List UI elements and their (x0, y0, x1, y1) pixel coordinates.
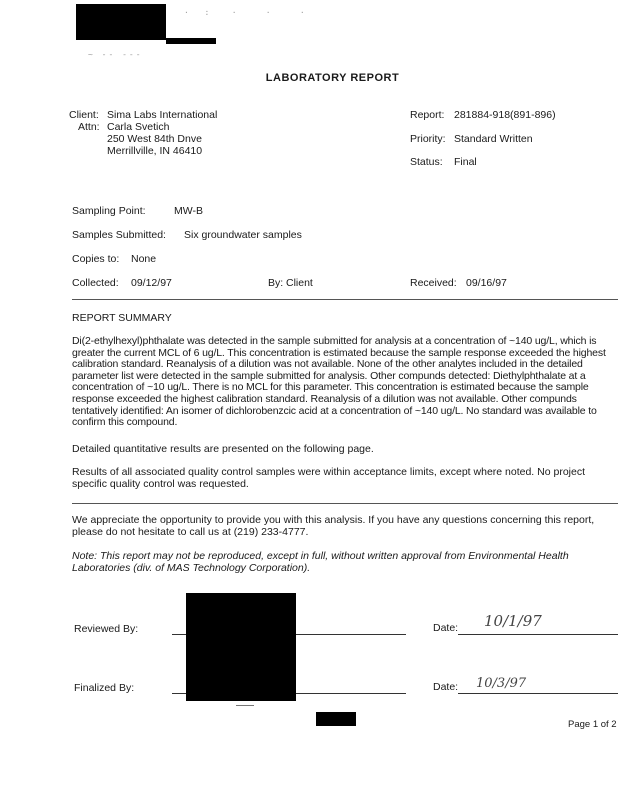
date-label-reviewed: Date: (433, 622, 459, 634)
report-label: Report: (410, 109, 445, 121)
client-label: Client: (69, 109, 99, 121)
date-handwritten-reviewed: 10/1/97 (484, 612, 542, 630)
address-line-1: 250 West 84th Dnve (107, 133, 202, 145)
letterhead-specks: · : · · · (184, 8, 307, 17)
redacted-logo-block (76, 4, 166, 40)
report-number: 281884-918(891-896) (454, 109, 556, 121)
by-value: Client (286, 277, 313, 289)
summary-paragraph-3: Results of all associated quality control samples were within acceptance limits, except where noted. No project specific quality control was requested. (72, 467, 585, 490)
report-title: LABORATORY REPORT (265, 72, 400, 84)
date-handwritten-finalized: 10/3/97 (476, 676, 527, 691)
collected-value: 09/12/97 (131, 277, 172, 289)
divider-top (72, 299, 618, 300)
attn-label: Attn: (78, 121, 100, 133)
received-value: 09/16/97 (466, 277, 507, 289)
finalized-by-label: Finalized By: (74, 682, 135, 694)
date-line-reviewed (458, 634, 618, 635)
attn-name: Carla Svetich (107, 121, 170, 133)
signature-stroke (236, 705, 254, 706)
address-line-2: Merrillville, IN 46410 (107, 145, 203, 157)
priority-value: Standard Written (454, 133, 533, 145)
summary-paragraph-2: Detailed quantitative results are presented on the following page. (72, 444, 374, 455)
summary-paragraph-1: Di(2-ethylhexyl)phthalate was detected in the sample submitted for analysis at a concentration of ~140 ug/L, which is greater the current MCL of 6 ug/L. This concentration is estimated because the sample response exceeded the highest calibration standard. Reanalysis of a dilution was not available. None of the other analytes included in the detailed parameter list were detected in the sample submitted for analysis. Other compunds detected: Diethylphthalate at a concentration of ~10 ug/L. There is no MCL for this parameter. This concentration is estimated because the sample response exceeded the highest calibration standard. Reanalysis of a dilution was not available. Other compunds tentatively identified: An isomer of dichlorobenzcic acid at a concentration of ~140 ug/L. No standard was available to confirm this compound. (72, 336, 606, 429)
samples-submitted-value: Six groundwater samples (184, 229, 302, 241)
reviewed-by-label: Reviewed By: (74, 623, 139, 635)
received-label: Received: (410, 277, 457, 289)
closing-paragraph: We appreciate the opportunity to provide you with this analysis. If you have any questions concerning this report, please do not hesitate to call us at (219) 233-4777. (72, 515, 595, 538)
copies-to-label: Copies to: (72, 253, 120, 265)
copies-to-value: None (131, 253, 157, 265)
page-number: Page 1 of 2 (568, 719, 617, 730)
redacted-footer-bar (316, 712, 356, 726)
sampling-point-value: MW-B (174, 205, 203, 217)
client-name: Sima Labs International (107, 109, 218, 121)
date-label-finalized: Date: (433, 681, 459, 693)
redacted-letterhead-bar (166, 38, 216, 44)
by-label: By: (268, 277, 284, 289)
disclaimer-note: Note: This report may not be reproduced, except in full, without written approval from Environmental Health Laboratories (div. of MAS Technology Corporation). (72, 551, 569, 574)
report-summary-heading: REPORT SUMMARY (72, 312, 172, 324)
sampling-point-label: Sampling Point: (72, 205, 146, 217)
collected-label: Collected: (72, 277, 119, 289)
date-line-finalized (458, 693, 618, 694)
redacted-signature-block (186, 593, 296, 701)
status-value: Final (454, 156, 477, 168)
divider-bottom (72, 503, 618, 504)
samples-submitted-label: Samples Submitted: (72, 229, 166, 241)
status-label: Status: (410, 156, 443, 168)
priority-label: Priority: (410, 133, 446, 145)
letterhead-text: ~ -- --- (88, 50, 143, 59)
